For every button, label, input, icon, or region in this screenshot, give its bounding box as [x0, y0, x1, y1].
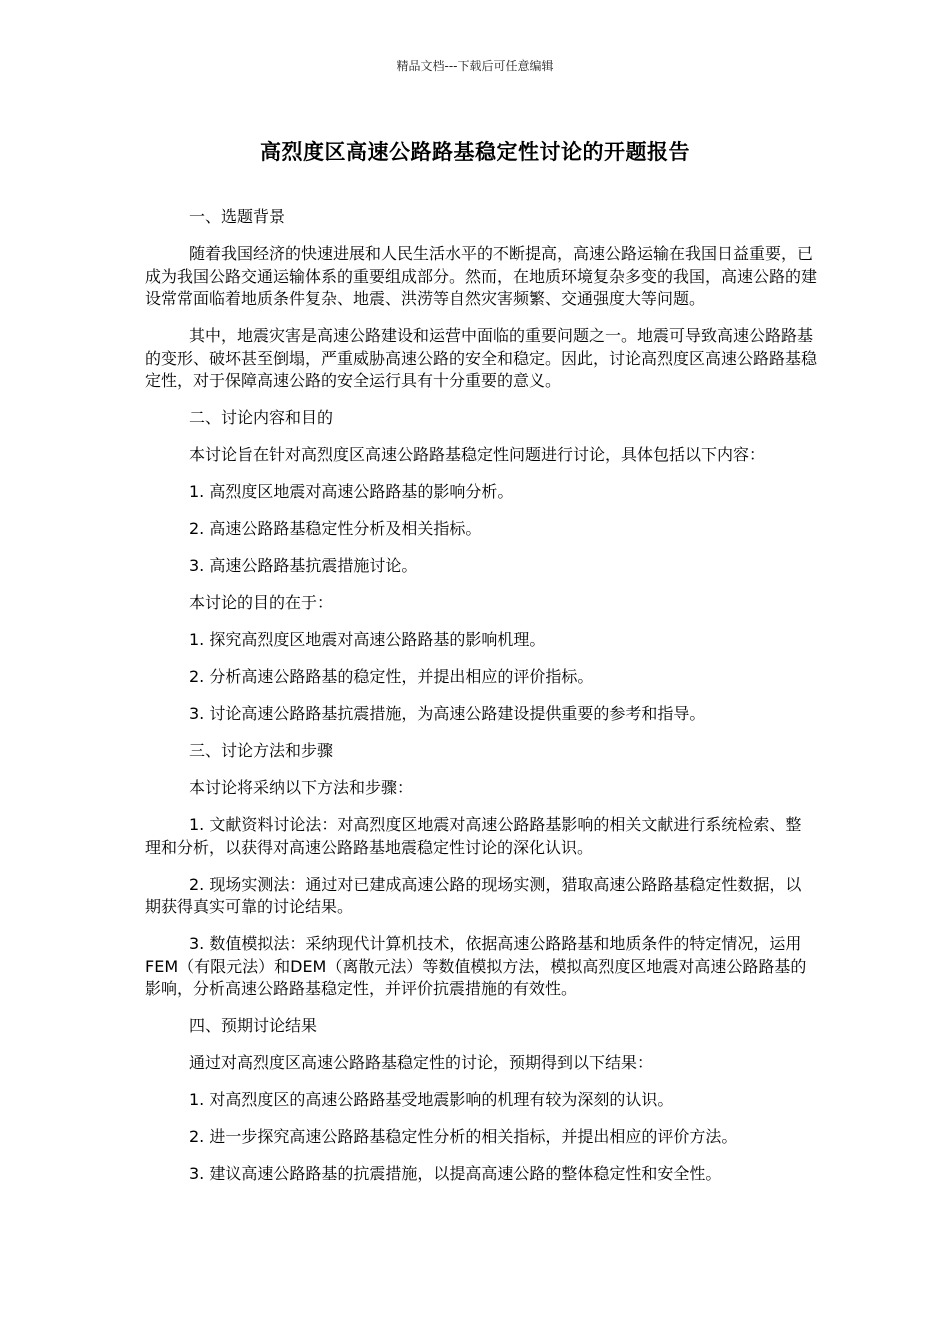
- section-heading-expected-results: 四、预期讨论结果: [189, 1016, 318, 1035]
- paragraph-results-intro: 通过对高烈度区高速公路路基稳定性的讨论，预期得到以下结果：: [189, 1053, 654, 1072]
- list-item-method-1: 1. 文献资料讨论法：对高烈度区地震对高速公路路基影响的相关文献进行系统检索、整理和分析，以获得对高速公路路基地震稳定性讨论的深化认识。: [145, 815, 802, 857]
- list-item-purpose-3: 3. 讨论高速公路路基抗震措施，为高速公路建设提供重要的参考和指导。: [189, 704, 706, 723]
- document-title: 高烈度区高速公路路基稳定性讨论的开题报告: [260, 140, 690, 164]
- list-item-result-2: 2. 进一步探究高速公路路基稳定性分析的相关指标，并提出相应的评价方法。: [189, 1127, 738, 1146]
- paragraph-methods-intro: 本讨论将采纳以下方法和步骤：: [189, 778, 414, 797]
- list-item-purpose-1: 1. 探究高烈度区地震对高速公路路基的影响机理。: [189, 630, 546, 649]
- paragraph-background-2: 其中，地震灾害是高速公路建设和运营中面临的重要问题之一。地震可导致高速公路路基的变形、破坏甚至倒塌，严重威胁高速公路的安全和稳定。因此，讨论高烈度区高速公路路基稳定性，对于保障高速公路的安全运行具有十分重要的意义。: [145, 326, 818, 390]
- list-item-result-3: 3. 建议高速公路路基的抗震措施，以提高高速公路的整体稳定性和安全性。: [189, 1164, 722, 1183]
- header-note: 精品文档---下载后可任意编辑: [396, 59, 554, 73]
- list-item-content-2: 2. 高速公路路基稳定性分析及相关指标。: [189, 519, 482, 538]
- list-item-content-3: 3. 高速公路路基抗震措施讨论。: [189, 556, 418, 575]
- list-item-method-2: 2. 现场实测法：通过对已建成高速公路的现场实测，猎取高速公路路基稳定性数据，以期获得真实可靠的讨论结果。: [145, 874, 802, 916]
- document-body: [145, 206, 817, 1200]
- list-item-purpose-2: 2. 分析高速公路路基的稳定性，并提出相应的评价指标。: [189, 667, 594, 686]
- section-heading-methods: 三、讨论方法和步骤: [189, 741, 334, 760]
- paragraph-background-1: 随着我国经济的快速进展和人民生活水平的不断提高，高速公路运输在我国日益重要，已成为我国公路交通运输体系的重要组成部分。然而，在地质环境复杂多变的我国，高速公路的建设常常面临着地质条件复杂、地震、洪涝等自然灾害频繁、交通强度大等问题。: [145, 244, 818, 308]
- section-heading-background: 一、选题背景: [189, 207, 286, 226]
- section-heading-content-purpose: 二、讨论内容和目的: [189, 408, 334, 427]
- list-item-result-1: 1. 对高烈度区的高速公路路基受地震影响的机理有较为深刻的认识。: [189, 1090, 674, 1109]
- paragraph-purpose-intro: 本讨论的目的在于：: [189, 593, 334, 612]
- list-item-method-3: 3. 数值模拟法：采纳现代计算机技术，依据高速公路路基和地质条件的特定情况，运用FEM（有限元法）和DEM（离散元法）等数值模拟方法，模拟高烈度区地震对高速公路路基的影响，分析高速公路路基稳定性，并评价抗震措施的有效性。: [145, 934, 807, 998]
- list-item-content-1: 1. 高烈度区地震对高速公路路基的影响分析。: [189, 482, 514, 501]
- paragraph-content-intro: 本讨论旨在针对高烈度区高速公路路基稳定性问题进行讨论，具体包括以下内容：: [189, 445, 766, 464]
